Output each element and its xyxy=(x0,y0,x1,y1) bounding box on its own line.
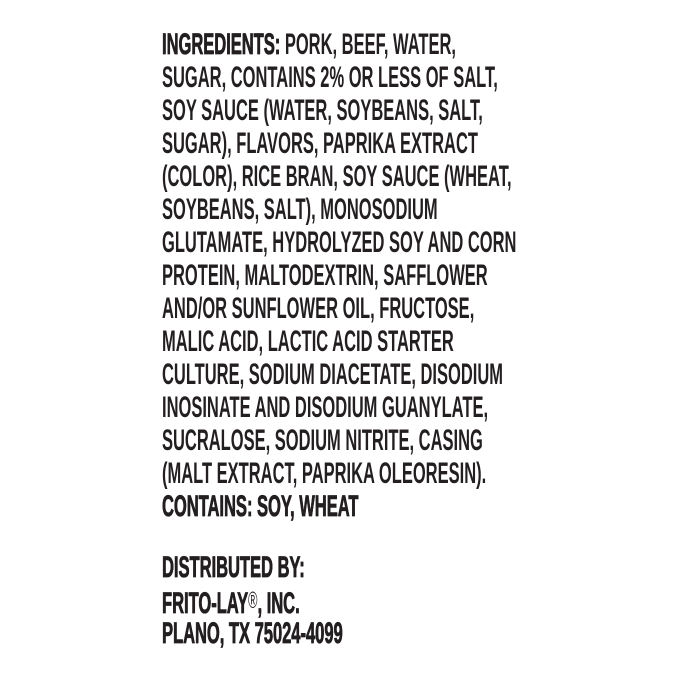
ingredients-line xyxy=(162,127,516,160)
distributor-address xyxy=(162,617,516,650)
ingredients-heading: INGREDIENTS: xyxy=(162,28,281,61)
ingredients-line xyxy=(162,391,516,424)
ingredients-line-text: GLUTAMATE, HYDROLYZED SOY AND CORN xyxy=(162,226,517,259)
ingredients-line-text: SOY SAUCE (WATER, SOYBEANS, SALT, xyxy=(162,94,483,127)
label-text-column xyxy=(162,28,516,650)
allergen-statement xyxy=(162,490,516,523)
ingredients-line xyxy=(162,424,516,457)
distributor-heading-text: DISTRIBUTED BY: xyxy=(162,551,305,584)
ingredients-line xyxy=(162,325,516,358)
distributor-block xyxy=(162,551,516,650)
ingredients-line xyxy=(162,457,516,490)
ingredients-line xyxy=(162,259,516,292)
ingredients-line-text: SUGAR, CONTAINS 2% OR LESS OF SALT, xyxy=(162,61,498,94)
ingredients-line-text: (COLOR), RICE BRAN, SOY SAUCE (WHEAT, xyxy=(162,160,512,193)
ingredients-line-text: (MALT EXTRACT, PAPRIKA OLEORESIN). xyxy=(162,457,487,490)
registered-trademark-mark: ® xyxy=(248,587,258,613)
ingredients-line-text: AND/OR SUNFLOWER OIL, FRUCTOSE, xyxy=(162,292,475,325)
distributor-company xyxy=(162,584,516,620)
ingredients-line-text: CULTURE, SODIUM DIACETATE, DISODIUM xyxy=(162,358,503,391)
distributor-heading xyxy=(162,551,516,584)
distributor-company-suffix: , INC. xyxy=(257,587,300,620)
ingredients-line xyxy=(162,61,516,94)
ingredients-line-text: SOYBEANS, SALT), MONOSODIUM xyxy=(162,193,438,226)
ingredients-line xyxy=(162,226,516,259)
ingredients-line xyxy=(162,292,516,325)
ingredients-line-text: MALIC ACID, LACTIC ACID STARTER xyxy=(162,325,454,358)
allergen-statement-text: CONTAINS: SOY, WHEAT xyxy=(162,490,359,523)
ingredients-line xyxy=(162,94,516,127)
ingredients-line-text: PORK, BEEF, WATER, xyxy=(280,28,456,61)
ingredients-line-text: PROTEIN, MALTODEXTRIN, SAFFLOWER xyxy=(162,259,488,292)
ingredients-line xyxy=(162,358,516,391)
section-gap xyxy=(162,523,516,551)
ingredients-line xyxy=(162,28,516,61)
ingredients-line-text: SUGAR), FLAVORS, PAPRIKA EXTRACT xyxy=(162,127,478,160)
ingredients-line-text: SUCRALOSE, SODIUM NITRITE, CASING xyxy=(162,424,483,457)
ingredients-line xyxy=(162,160,516,193)
ingredients-line-text: INOSINATE AND DISODIUM GUANYLATE, xyxy=(162,391,489,424)
distributor-company-name: FRITO-LAY xyxy=(162,587,249,620)
ingredients-line xyxy=(162,193,516,226)
distributor-address-text: PLANO, TX 75024-4099 xyxy=(162,617,343,650)
